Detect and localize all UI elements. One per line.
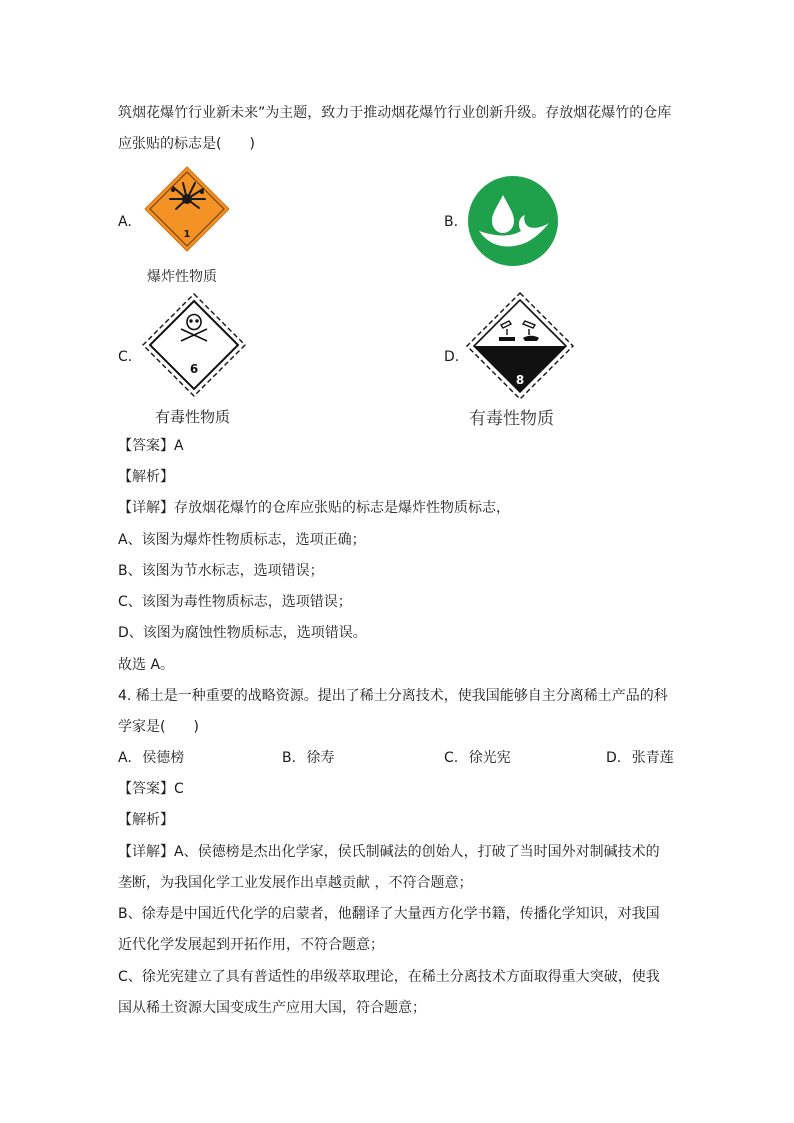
option-a-letter: A. xyxy=(118,214,132,230)
q4-explain-line-3: B、徐寿是中国近代化学的启蒙者，他翻译了大量西方化学书籍，传播化学知识，对我国 xyxy=(118,906,660,922)
corrosive-sign-number: 8 xyxy=(515,373,525,387)
q3-explain-a: A、该图为爆炸性物质标志，选项正确； xyxy=(118,532,366,548)
option-c-letter: C. xyxy=(118,349,133,365)
q4-answer: 【答案】C xyxy=(118,781,184,797)
option-c-caption: 有毒性物质 xyxy=(155,408,231,426)
q4-option-c-letter: C. xyxy=(444,750,459,766)
q4-explain-line-2: 垄断，为我国化学工业发展作出卓越贡献 ，不符合题意； xyxy=(118,875,473,891)
q4-explain-line-4: 近代化学发展起到开拓作用，不符合题意； xyxy=(118,937,384,953)
q3-explain-d: D、该图为腐蚀性物质标志，选项错误。 xyxy=(118,625,367,641)
q4-option-a-letter: A. xyxy=(118,750,132,766)
q4-option-c xyxy=(444,748,511,768)
toxic-sign-number: 6 xyxy=(189,362,199,376)
q4-stem-line-1: 4. 稀土是一种重要的战略资源。提出了稀土分离技术，使我国能够自主分离稀土产品的科 xyxy=(118,688,668,704)
q3-stem-line-1: 筑烟花爆竹行业新未来”为主题，致力于推动烟花爆竹行业创新升级。存放烟花爆竹的仓库 xyxy=(118,105,672,121)
q4-option-a-text: 侯德榜 xyxy=(142,750,185,766)
q4-option-d xyxy=(606,748,674,768)
q4-explain-line-6: 国从稀土资源大国变成生产应用大国，符合题意； xyxy=(118,1000,426,1016)
q4-option-d-text: 张青莲 xyxy=(631,750,674,766)
q4-explain-line-5: C、徐光宪建立了具有普适性的串级萃取理论，在稀土分离技术方面取得重大突破，使我 xyxy=(118,969,660,985)
q4-explain-line-1: 【详解】A、侯德榜是杰出化学家，侯氏制碱法的创始人，打破了当时国外对制碱技术的 xyxy=(118,844,660,860)
explosive-sign-icon xyxy=(143,165,231,253)
option-d-caption: 有毒性物质 xyxy=(469,409,554,429)
q3-conclusion: 故选 A。 xyxy=(118,657,175,673)
q4-option-d-letter: D. xyxy=(606,750,622,766)
q3-detail: 【详解】存放烟花爆竹的仓库应张贴的标志是爆炸性物质标志， xyxy=(118,500,510,516)
q4-analysis-title: 【解析】 xyxy=(118,812,174,828)
explosive-sign-number: 1 xyxy=(183,229,191,240)
q4-stem-line-2: 学家是( ) xyxy=(118,719,199,735)
q3-analysis-title: 【解析】 xyxy=(118,469,174,485)
option-b-letter: B. xyxy=(444,214,459,230)
q3-answer: 【答案】A xyxy=(118,438,184,454)
q4-option-a xyxy=(118,748,184,768)
q3-explain-c: C、该图为毒性物质标志，选项错误； xyxy=(118,594,352,610)
option-a-caption: 爆炸性物质 xyxy=(147,269,217,285)
q4-option-b-letter: B. xyxy=(282,750,297,766)
q4-option-b xyxy=(282,748,335,768)
q3-explain-b: B、该图为节水标志，选项错误； xyxy=(118,563,324,579)
q3-stem-line-2: 应张贴的标志是( ) xyxy=(118,136,255,152)
water-saving-sign-icon xyxy=(467,175,559,267)
q4-option-c-text: 徐光宪 xyxy=(468,750,511,766)
toxic-sign-icon xyxy=(141,292,247,398)
corrosive-sign-icon xyxy=(465,291,575,401)
option-d-letter: D. xyxy=(444,349,460,365)
q4-option-b-text: 徐寿 xyxy=(306,750,335,766)
